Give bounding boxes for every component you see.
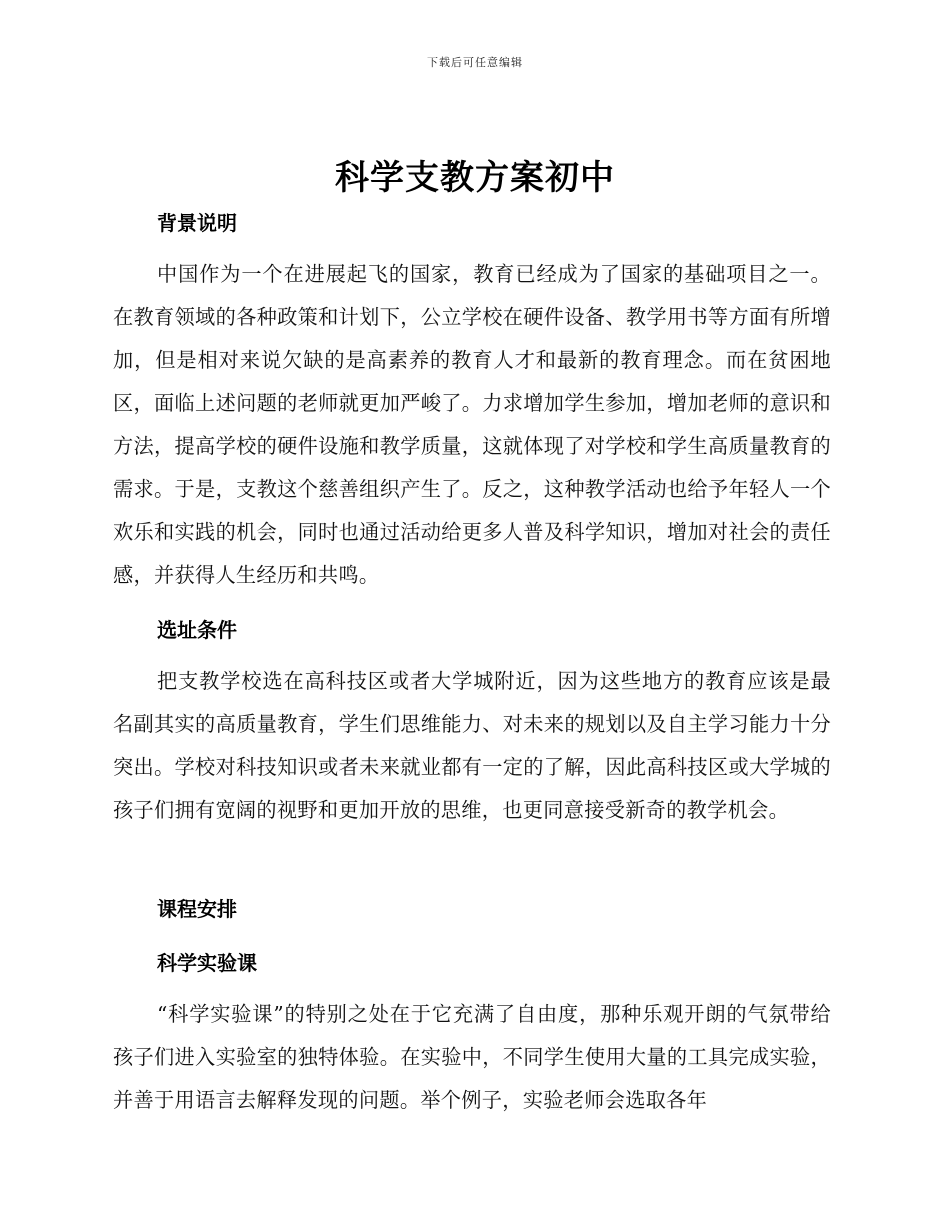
- paragraph-site: 把支教学校选在高科技区或者大学城附近，因为这些地方的教育应该是最名副其实的高质量教育，学生们思维能力、对未来的规划以及自主学习能力十分突出。学校对科技知识或者未来就业都有一定的了解，因此高科技区或大学城的孩子们拥有宽阔的视野和更加开放的思维，也更同意接受新奇的教学机会。: [113, 669, 831, 822]
- paragraph-lab: “科学实验课”的特别之处在于它充满了自由度，那种乐观开朗的气氛带给孩子们进入实验室的独特体验。在实验中，不同学生使用大量的工具完成实验，并善于用语言去解释发现的问题。举个例子，实验老师会选取各年: [113, 1002, 831, 1112]
- paragraph-background: 中国作为一个在进展起飞的国家，教育已经成为了国家的基础项目之一。在教育领域的各种政策和计划下，公立学校在硬件设备、教学用书等方面有所增加，但是相对来说欠缺的是高素养的教育人才和最新的教育理念。而在贫困地区，面临上述问题的老师就更加严峻了。力求增加学生参加，增加老师的意识和方法，提高学校的硬件设施和教学质量，这就体现了对学校和学生高质量教育的需求。于是，支教这个慈善组织产生了。反之，这种教学活动也给予年轻人一个欢乐和实践的机会，同时也通过活动给更多人普及科学知识，增加对社会的责任感，并获得人生经历和共鸣。: [113, 262, 831, 587]
- section-heading-courses: 课程安排: [157, 897, 237, 921]
- section-heading-background: 背景说明: [157, 211, 237, 235]
- document-title: 科学支教方案初中: [335, 158, 615, 198]
- section-heading-lab: 科学实验课: [157, 951, 257, 975]
- section-heading-site: 选址条件: [157, 618, 237, 642]
- header-note: 下载后可任意编辑: [427, 56, 523, 69]
